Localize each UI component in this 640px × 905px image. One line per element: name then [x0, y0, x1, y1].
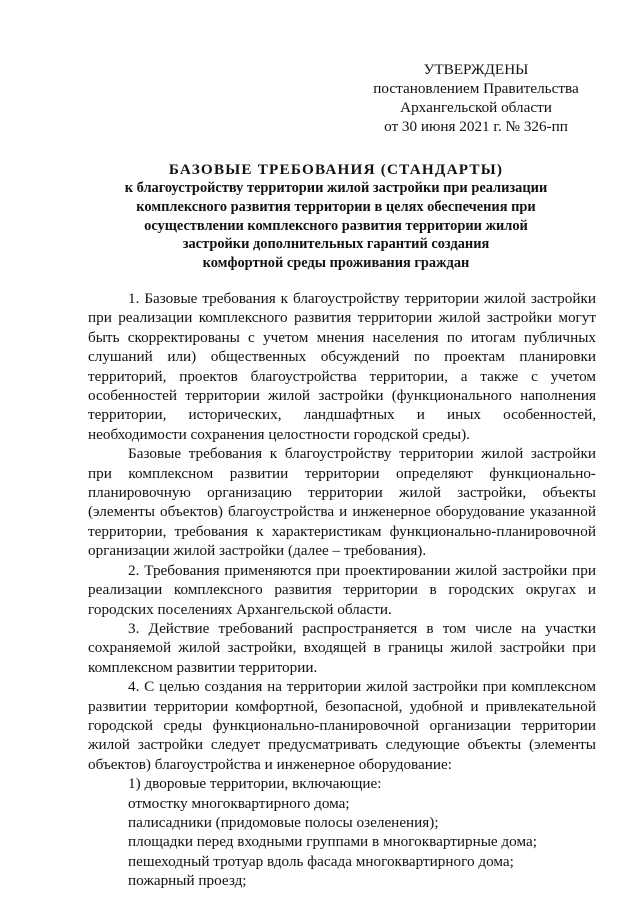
approval-heading: УТВЕРЖДЕНЫ	[423, 61, 529, 78]
paragraph-1-continued: Базовые требования к благоустройству территории жилой застройки при комплексном развитии территории определяют функционально-планировочную организацию территории жилой застройки, объекты (элементы объектов) благоустройства и инженерное оборудование указанной территории, требования к характеристикам функционально-планировочной организации жилой застройки (далее – требования).	[88, 445, 596, 560]
title-sub-line: застройки дополнительных гарантий создания	[182, 236, 490, 253]
title-sub-line: комплексного развития территории в целях обеспечения при	[136, 198, 536, 215]
approval-stamp	[366, 60, 586, 136]
list-item: палисадники (придомовые полосы озеленения);	[128, 813, 439, 831]
approval-line-authority: постановлением Правительства	[373, 80, 579, 97]
paragraph-4: 4. С целью создания на территории жилой застройки при комплексном развитии территории комфортной, безопасной, удобной и привлекательной городской среды функционально-планировочной организации территории жилой застройки следует предусматривать следующие объекты (элементы объектов) благоустройства и инженерное оборудование:	[88, 678, 596, 773]
title-sub-line: к благоустройству территории жилой застройки при реализации	[124, 180, 548, 196]
list-item: пожарный проезд;	[128, 872, 247, 890]
paragraph-2: 2. Требования применяются при проектировании жилой застройки при реализации комплексного развития территории в городских округах и городских поселениях Архангельской области.	[88, 561, 596, 618]
document-title	[88, 160, 584, 273]
paragraph-3: 3. Действие требований распространяется в том числе на участки сохраняемой жилой застройки, входящей в границы жилой застройки при комплексном развитии территории.	[88, 619, 596, 676]
list-item: площадки перед входными группами в многоквартирные дома;	[128, 833, 537, 851]
list-item: 1) дворовые территории, включающие:	[128, 775, 382, 793]
document-body	[88, 289, 596, 891]
title-sub-line: осуществлении комплексного развития территории жилой	[144, 217, 528, 234]
list-item: отмостку многоквартирного дома;	[128, 794, 350, 812]
title-sub-line: комфортной среды проживания граждан	[202, 255, 470, 272]
approval-line-date: от 30 июня 2021 г. № 326-пп	[384, 118, 568, 135]
list-item: пешеходный тротуар вдоль фасада многоквартирного дома;	[128, 852, 514, 870]
title-main: БАЗОВЫЕ ТРЕБОВАНИЯ (СТАНДАРТЫ)	[168, 161, 504, 178]
paragraph-1: 1. Базовые требования к благоустройству территории жилой застройки при реализации комплексного развития территории жилой застройки могут быть скорректированы с учетом мнения населения по итогам публичных слушаний или) общественных обсуждений по проектам планировки территорий, проектов благоустройства территории, а также с учетом особенностей территории жилой застройки (функционального наполнения территории, исторических, ландшафтных и иных особенностей, необходимости сохранения целостности городской среды).	[88, 290, 596, 443]
approval-line-region: Архангельской области	[400, 99, 552, 116]
